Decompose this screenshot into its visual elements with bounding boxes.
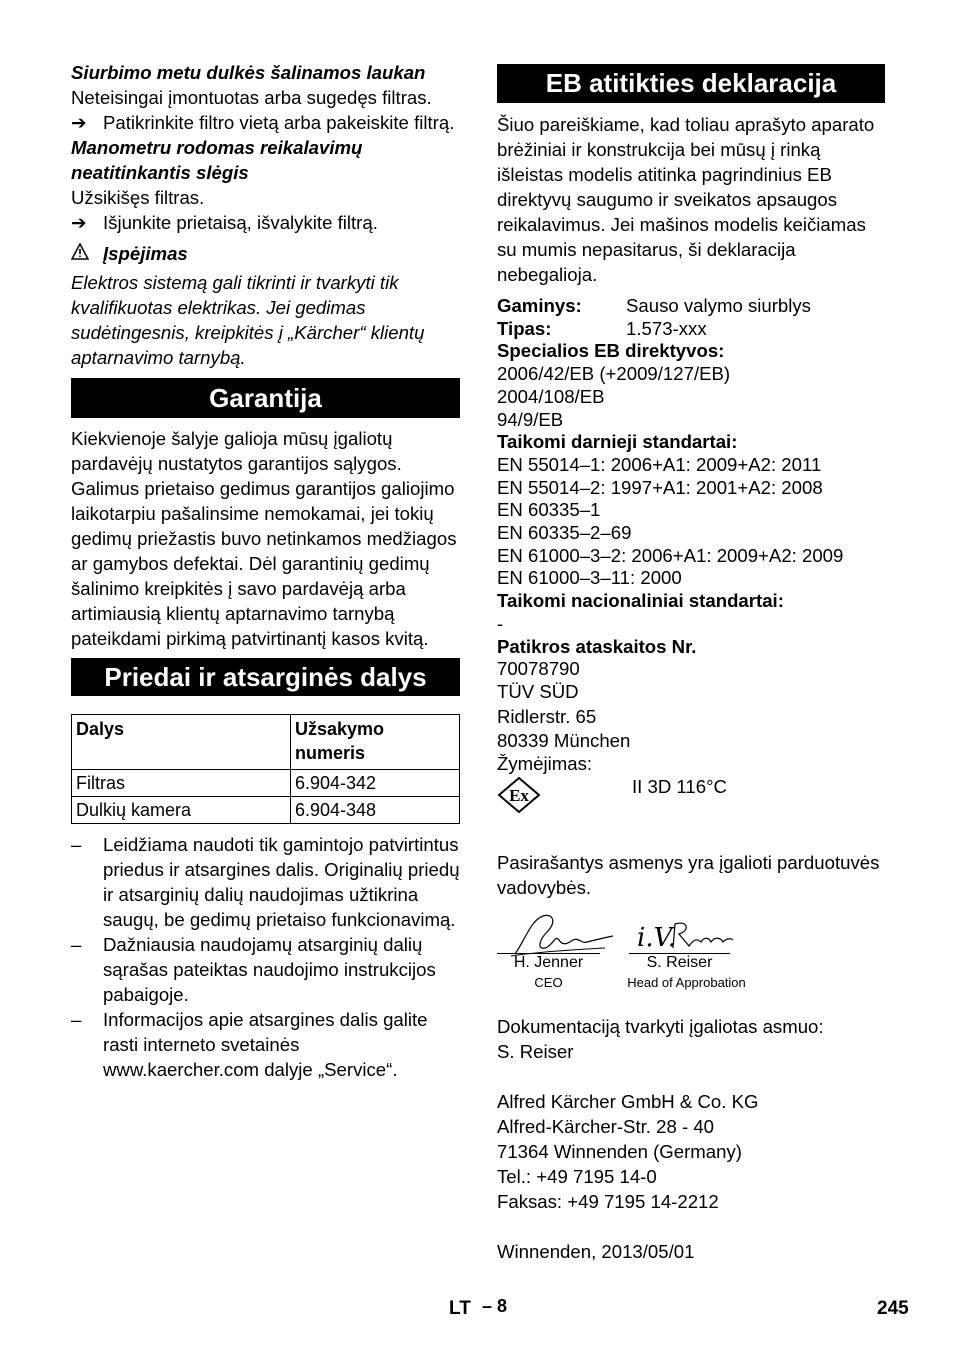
guarantee-heading: Garantija (71, 378, 460, 418)
footer-page-number: 245 (877, 1298, 909, 1319)
product-label: Gaminys: (497, 295, 582, 316)
list-item (71, 932, 460, 1007)
fault2-remedy-row (71, 210, 460, 235)
dash-bullet: – (71, 934, 82, 955)
national-label: Taikomi nacionaliniai standartai: (497, 590, 784, 612)
arrow-right-icon: ➔ (71, 212, 87, 233)
dash-bullet: – (71, 1009, 82, 1030)
declaration-heading: EB atitikties deklaracija (497, 64, 885, 103)
signer2-name: S. Reiser (646, 953, 713, 971)
address-line: Alfred Kärcher GmbH & Co. KG (497, 1090, 759, 1112)
standard-item: EN 60335–1 (497, 499, 601, 521)
footer-language: LT (449, 1298, 471, 1319)
address-line: Tel.: +49 7195 14-0 (497, 1165, 657, 1187)
type-label: Tipas: (497, 317, 552, 339)
report-label: Patikros ataskaitos Nr. (497, 635, 697, 657)
warning-triangle-icon (71, 241, 103, 266)
product-row (497, 295, 885, 318)
directive-item: 2006/42/EB (+2009/127/EB) (497, 363, 731, 385)
type-value: 1.573-xxx (626, 317, 707, 339)
warning-text: Elektros sistemą gali tikrinti ir tvarkyti tik kvalifikuotas elektrikas. Jei gedimas sudėtingesnis, kreipkitės į „Kärcher“ klientų aptarnavimo tarnybą. (71, 272, 425, 368)
report-line: Ridlerstr. 65 (497, 705, 597, 727)
table-header-cell: Dalys (72, 715, 291, 770)
report-line: 70078790 (497, 658, 580, 680)
dash-bullet: – (71, 834, 82, 855)
fault2-remedy: Išjunkite prietaisą, išvalykite filtrą. (103, 212, 378, 233)
report-line: TÜV SÜD (497, 680, 579, 702)
warning-label: Įspėjimas (103, 243, 188, 264)
marking-row (497, 776, 885, 820)
standard-item: EN 61000–3–11: 2000 (497, 567, 682, 589)
standard-item: EN 55014–2: 1997+A1: 2001+A2: 2008 (497, 476, 823, 498)
note-text: Informacijos apie atsargines dalis galite rasti interneto svetainės www.kaercher.com dalyje „Service“. (103, 1009, 428, 1080)
address-line: Alfred-Kärcher-Str. 28 - 40 (497, 1115, 715, 1137)
standard-item: EN 61000–3–2: 2006+A1: 2009+A2: 2009 (497, 544, 844, 566)
signer1-role: CEO (534, 974, 563, 990)
national-value: - (497, 612, 504, 634)
table-row (72, 770, 460, 797)
signers-text: Pasirašantys asmenys yra įgalioti parduotuvės vadovybės. (497, 851, 880, 898)
company-address (497, 1089, 885, 1214)
directives-label: Specialios EB direktyvos: (497, 340, 725, 362)
accessories-heading: Priedai ir atsarginės dalys (71, 658, 460, 696)
signatures (497, 908, 885, 1008)
standard-item: EN 55014–1: 2006+A1: 2009+A2: 2011 (497, 453, 822, 475)
address-line: 71364 Winnenden (Germany) (497, 1140, 742, 1162)
type-row (497, 318, 885, 341)
list-item (71, 832, 460, 932)
ex-mark-icon (497, 776, 632, 820)
note-text: Leidžiama naudoti tik gamintojo patvirtintus priedus ir atsargines dalis. Originalių priedų ir atsarginių dalių naudojimas užtikrina saugų, be gedimų prietaiso funkcionavimą. (103, 834, 460, 930)
doc-person-label: Dokumentaciją tvarkyti įgaliotas asmuo: (497, 1015, 824, 1037)
list-item (71, 1007, 460, 1082)
table-cell: 6.904-348 (291, 797, 460, 824)
svg-text:i.V.: i.V. (637, 922, 677, 953)
harmonized-label: Taikomi darnieji standartai: (497, 431, 738, 453)
doc-person: S. Reiser (497, 1040, 574, 1062)
marking-value: II 3D 116°C (632, 775, 727, 797)
fault2-cause: Užsikišęs filtras. (71, 187, 205, 208)
declaration-intro: Šiuo pareiškiame, kad toliau aprašyto aparato brėžiniai ir konstrukcija bei mūsų į rinką išleistas modelis atitinka pagrindinius EB direktyvų saugumo ir sveikatos apsaugos reikalavimus. Jei mašinos modelis keičiamas su mumis nepasitarus, ši deklaracija nebegalioja. (497, 114, 875, 285)
table-cell: Filtras (72, 770, 291, 797)
fault1-remedy: Patikrinkite filtro vietą arba pakeiskite filtrą. (103, 112, 455, 133)
svg-text:Ex: Ex (509, 785, 529, 805)
table-cell: Dulkių kamera (72, 797, 291, 824)
signature-reiser (635, 916, 735, 956)
left-column (71, 60, 460, 1082)
fault1-title: Siurbimo metu dulkės šalinamos laukan (71, 62, 426, 83)
table-header-cell: Užsakymo numeris (291, 715, 460, 770)
table-header-row (72, 715, 460, 770)
signer2-role: Head of Approbation (627, 974, 746, 990)
address-line: Faksas: +49 7195 14-2212 (497, 1190, 719, 1212)
place-date: Winnenden, 2013/05/01 (497, 1240, 695, 1262)
notes-list (71, 832, 460, 1082)
footer-section-page: – 8 (482, 1296, 508, 1316)
fault1-cause: Neteisingai įmontuotas arba sugedęs filtras. (71, 87, 432, 108)
fault2-title: Manometru rodomas reikalavimų neatitinkantis slėgis (71, 137, 363, 183)
table-row (72, 797, 460, 824)
right-column (497, 64, 885, 1264)
directive-item: 94/9/EB (497, 408, 564, 430)
product-value: Sauso valymo siurblys (626, 295, 811, 316)
directive-item: 2004/108/EB (497, 385, 605, 407)
guarantee-text: Kiekvienoje šalyje galioja mūsų įgaliotų pardavėjų nustatytos garantijos sąlygos. Galimus prietaiso gedimus garantijos galiojimo laikotarpiu pašalinsime nemokamai, jei tokių gedimų priežastis buvo netinkamos medžiagos ar gamybos defektai. Dėl garantinių gedimų šalinimo kreipkitės į savo pardavėją arba artimiausią klientų aptarnavimo tarnybą pateikdami pirkimą patvirtinantį kasos kvitą. (71, 428, 457, 649)
table-cell: 6.904-342 (291, 770, 460, 797)
signer1-name: H. Jenner (513, 953, 584, 971)
fault1-remedy-row (71, 110, 460, 135)
warning-header (71, 241, 460, 266)
arrow-right-icon: ➔ (71, 112, 87, 133)
marking-label: Žymėjimas: (497, 753, 593, 775)
declaration-details (497, 295, 885, 820)
parts-table (71, 714, 460, 824)
note-text: Dažniausia naudojamų atsarginių dalių sąrašas pateiktas naudojimo instrukcijos pabaigoje. (103, 934, 436, 1005)
report-line: 80339 München (497, 730, 631, 752)
standard-item: EN 60335–2–69 (497, 522, 632, 544)
